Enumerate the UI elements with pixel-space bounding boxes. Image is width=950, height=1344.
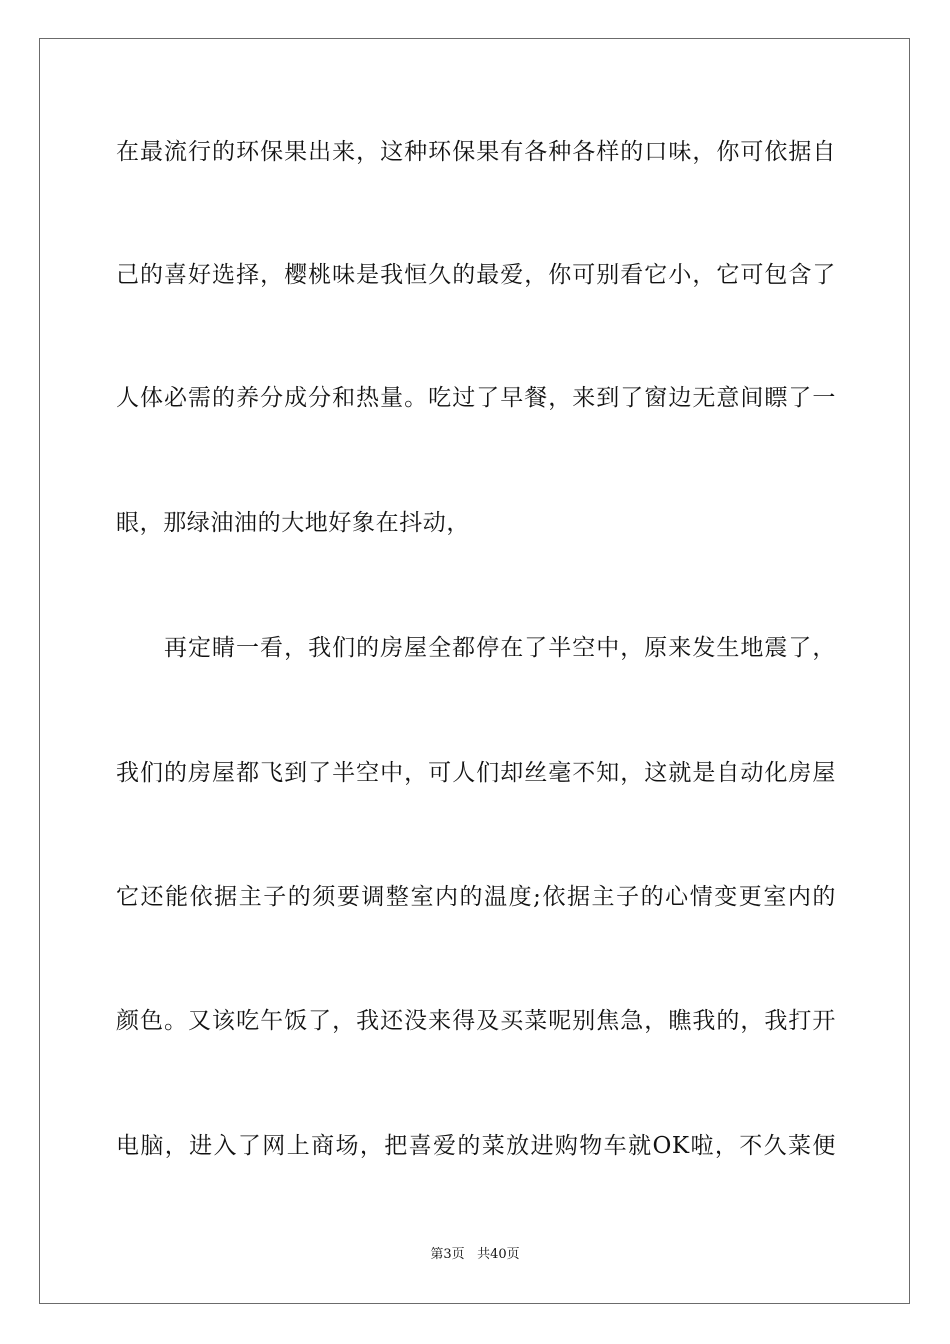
- page-footer: [0, 1246, 950, 1264]
- page-frame: [39, 38, 910, 1304]
- text-line-5-paragraph-start: 再定睛一看，我们的房屋全都停在了半空中，原来发生地震了，: [164, 635, 836, 661]
- page-number: 第3页: [430, 1247, 465, 1262]
- text-line-9: 电脑，进入了网上商场，把喜爱的菜放进购物车就OK啦，不久菜便: [116, 1133, 836, 1159]
- text-line-1: 在最流行的环保果出来，这种环保果有各种各样的口味，你可依据自: [116, 139, 836, 165]
- text-line-2: 己的喜好选择，樱桃味是我恒久的最爱，你可别看它小，它可包含了: [116, 262, 836, 288]
- text-line-4: 眼，那绿油油的大地好象在抖动，: [116, 510, 470, 536]
- total-pages: 共40页: [477, 1247, 520, 1262]
- text-line-3: 人体必需的养分成分和热量。吃过了早餐，来到了窗边无意间瞟了一: [116, 385, 836, 411]
- text-line-7: 它还能依据主子的须要调整室内的温度;依据主子的心情变更室内的: [116, 884, 836, 910]
- text-line-8: 颜色。又该吃午饭了，我还没来得及买菜呢别焦急，瞧我的，我打开: [116, 1008, 836, 1034]
- text-line-6: 我们的房屋都飞到了半空中，可人们却丝毫不知，这就是自动化房屋: [116, 760, 836, 786]
